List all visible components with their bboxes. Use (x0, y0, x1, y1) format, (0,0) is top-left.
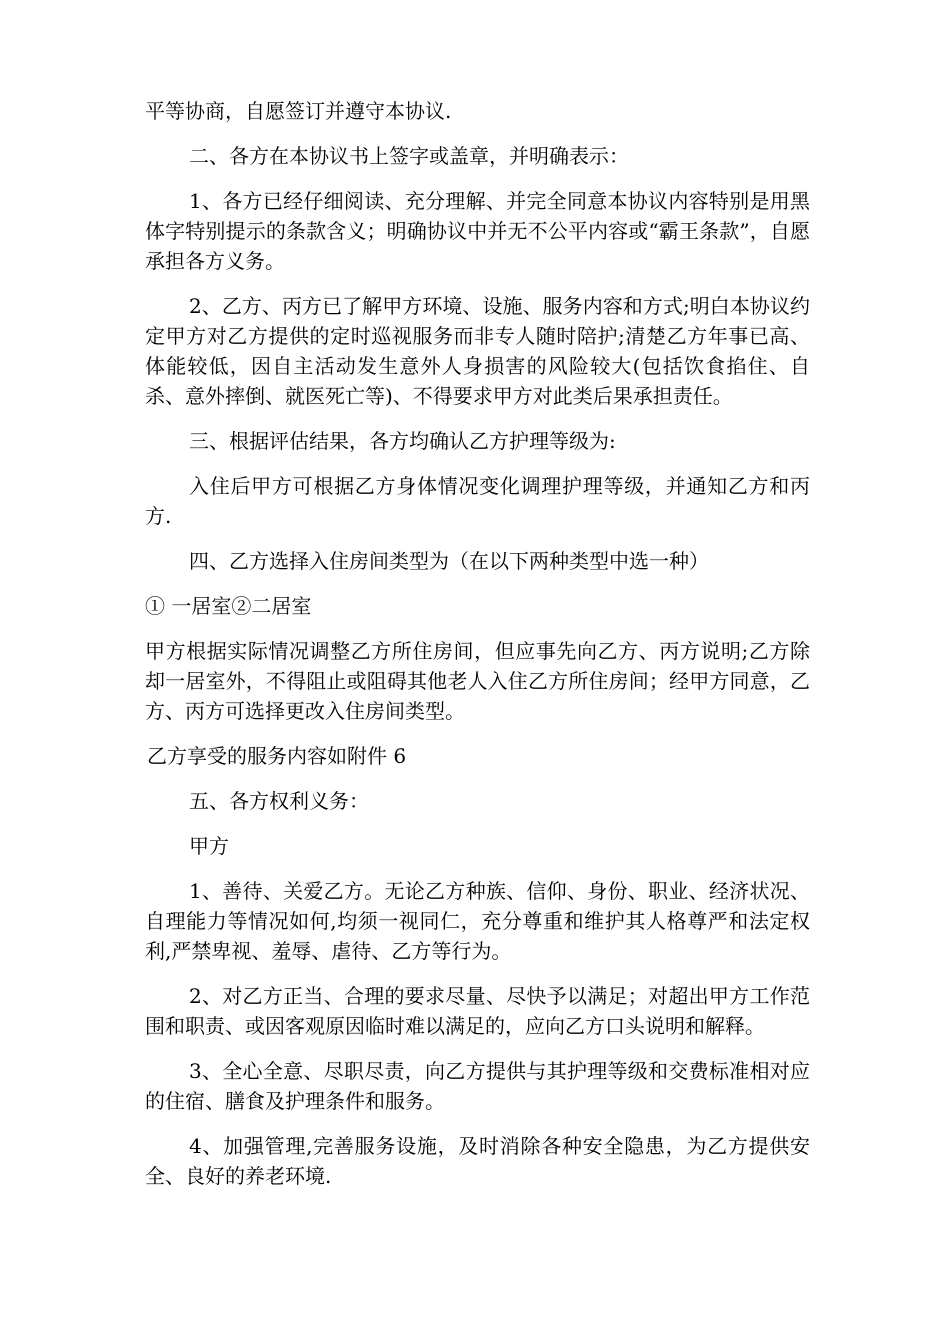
clause-3-note: 入住后甲方可根据乙方身体情况变化调理护理等级，并通知乙方和丙方. (145, 474, 810, 528)
party-a-clause-1: 1、善待、关爱乙方。无论乙方种族、信仰、身份、职业、经济状况、自理能力等情况如何,均须一视同仁，充分尊重和维护其人格尊严和法定权利,严禁卑视、羞辱、虐待、乙方等行为。 (145, 879, 810, 963)
clause-2-1: 1、各方已经仔细阅读、充分理解、并完全同意本协议内容特别是用黑体字特别提示的条款含义；明确协议中并无不公平内容或“霸王条款”，自愿承担各方义务。 (145, 189, 810, 273)
paragraph-agreement-intro: 平等协商，自愿签订并遵守本协议. (145, 99, 452, 123)
room-type-options: ① 一居室②二居室 (145, 594, 312, 618)
party-a-clause-3: 3、全心全意、尽职尽责，向乙方提供与其护理等级和交费标准相对应的住宿、膳食及护理条件和服务。 (145, 1059, 810, 1113)
clause-2-2: 2、乙方、丙方已了解甲方环境、设施、服务内容和方式;明白本协议约定甲方对乙方提供的定时巡视服务而非专人随时陪护;清楚乙方年事已高、体能较低，因自主活动发生意外人身损害的风险较大(包括饮食掐住、自杀、意外摔倒、就医死亡等)、不得要求甲方对此类后果承担责任。 (145, 294, 810, 408)
party-a-heading: 甲方 (189, 834, 229, 858)
document-body (145, 96, 810, 1206)
section-2-heading: 二、各方在本协议书上签字或盖章，并明确表示： (189, 144, 629, 168)
service-content-reference: 乙方享受的服务内容如附件 6 (147, 744, 407, 768)
clause-4-room-adjustment: 甲方根据实际情况调整乙方所住房间，但应事先向乙方、丙方说明;乙方除却一居室外，不得阻止或阻碍其他老人入住乙方所住房间；经甲方同意，乙方、丙方可选择更改入住房间类型。 (145, 639, 810, 723)
section-5-heading: 五、各方权利义务： (189, 789, 369, 813)
section-4-heading: 四、乙方选择入住房间类型为（在以下两种类型中选一种） (189, 549, 709, 573)
party-a-clause-4: 4、加强管理,完善服务设施，及时消除各种安全隐患，为乙方提供安全、良好的养老环境. (145, 1134, 810, 1188)
section-3-heading: 三、根据评估结果，各方均确认乙方护理等级为: (189, 429, 616, 453)
party-a-clause-2: 2、对乙方正当、合理的要求尽量、尽快予以满足；对超出甲方工作范围和职责、或因客观原因临时难以满足的，应向乙方口头说明和解释。 (145, 984, 810, 1038)
